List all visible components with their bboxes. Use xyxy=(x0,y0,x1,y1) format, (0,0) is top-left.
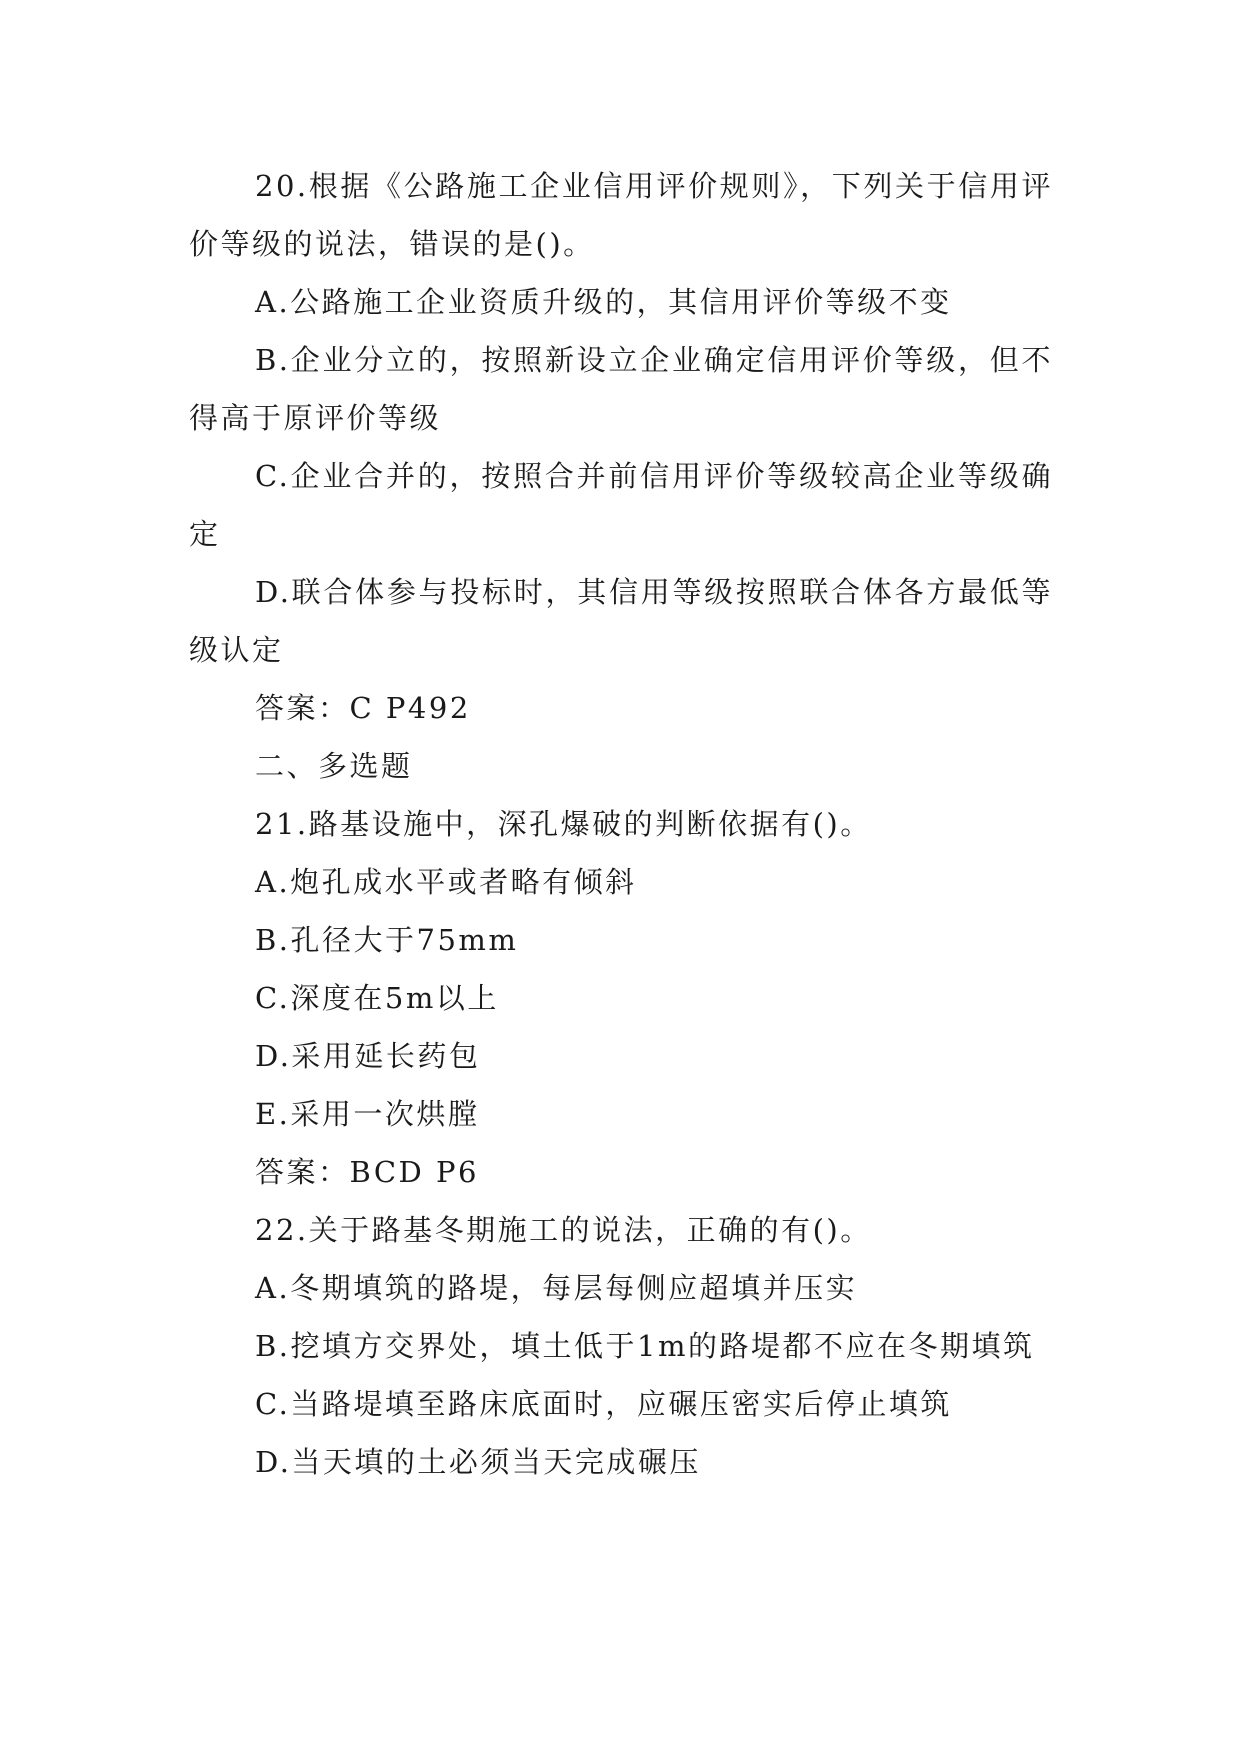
question-21-option-d: D.采用延长药包 xyxy=(255,1039,481,1073)
question-20-option-b: B.企业分立的，按照新设立企业确定信用评价等级，但不得高于原评价等级 xyxy=(189,343,1053,435)
question-21-answer: 答案：BCD P6 xyxy=(255,1155,479,1189)
question-21-option-e: E.采用一次烘膛 xyxy=(255,1097,480,1131)
question-22-stem: 22.关于路基冬期施工的说法，正确的有()。 xyxy=(255,1213,872,1247)
question-20-stem: 20.根据《公路施工企业信用评价规则》，下列关于信用评价等级的说法，错误的是()。 xyxy=(189,169,1053,261)
question-22-option-a: A.冬期填筑的路堤，每层每侧应超填并压实 xyxy=(255,1271,858,1305)
question-21-option-b: B.孔径大于75mm xyxy=(255,923,519,957)
question-22-option-d: D.当天填的土必须当天完成碾压 xyxy=(255,1445,701,1479)
question-22-option-c: C.当路堤填至路床底面时，应碾压密实后停止填筑 xyxy=(255,1387,952,1421)
question-21-option-c: C.深度在5m以上 xyxy=(255,981,499,1015)
question-21-option-a: A.炮孔成水平或者略有倾斜 xyxy=(255,865,637,899)
section-heading: 二、多选题 xyxy=(255,749,413,783)
question-20-answer: 答案：C P492 xyxy=(255,691,471,725)
document-body xyxy=(189,157,1053,1491)
question-22-option-b: B.挖填方交界处，填土低于1m的路堤都不应在冬期填筑 xyxy=(255,1329,1035,1363)
question-20-option-c: C.企业合并的，按照合并前信用评价等级较高企业等级确定 xyxy=(189,459,1053,551)
question-21-stem: 21.路基设施中，深孔爆破的判断依据有()。 xyxy=(255,807,872,841)
question-20-option-a: A.公路施工企业资质升级的，其信用评价等级不变 xyxy=(255,285,952,319)
question-20-option-d: D.联合体参与投标时，其信用等级按照联合体各方最低等级认定 xyxy=(189,575,1053,667)
